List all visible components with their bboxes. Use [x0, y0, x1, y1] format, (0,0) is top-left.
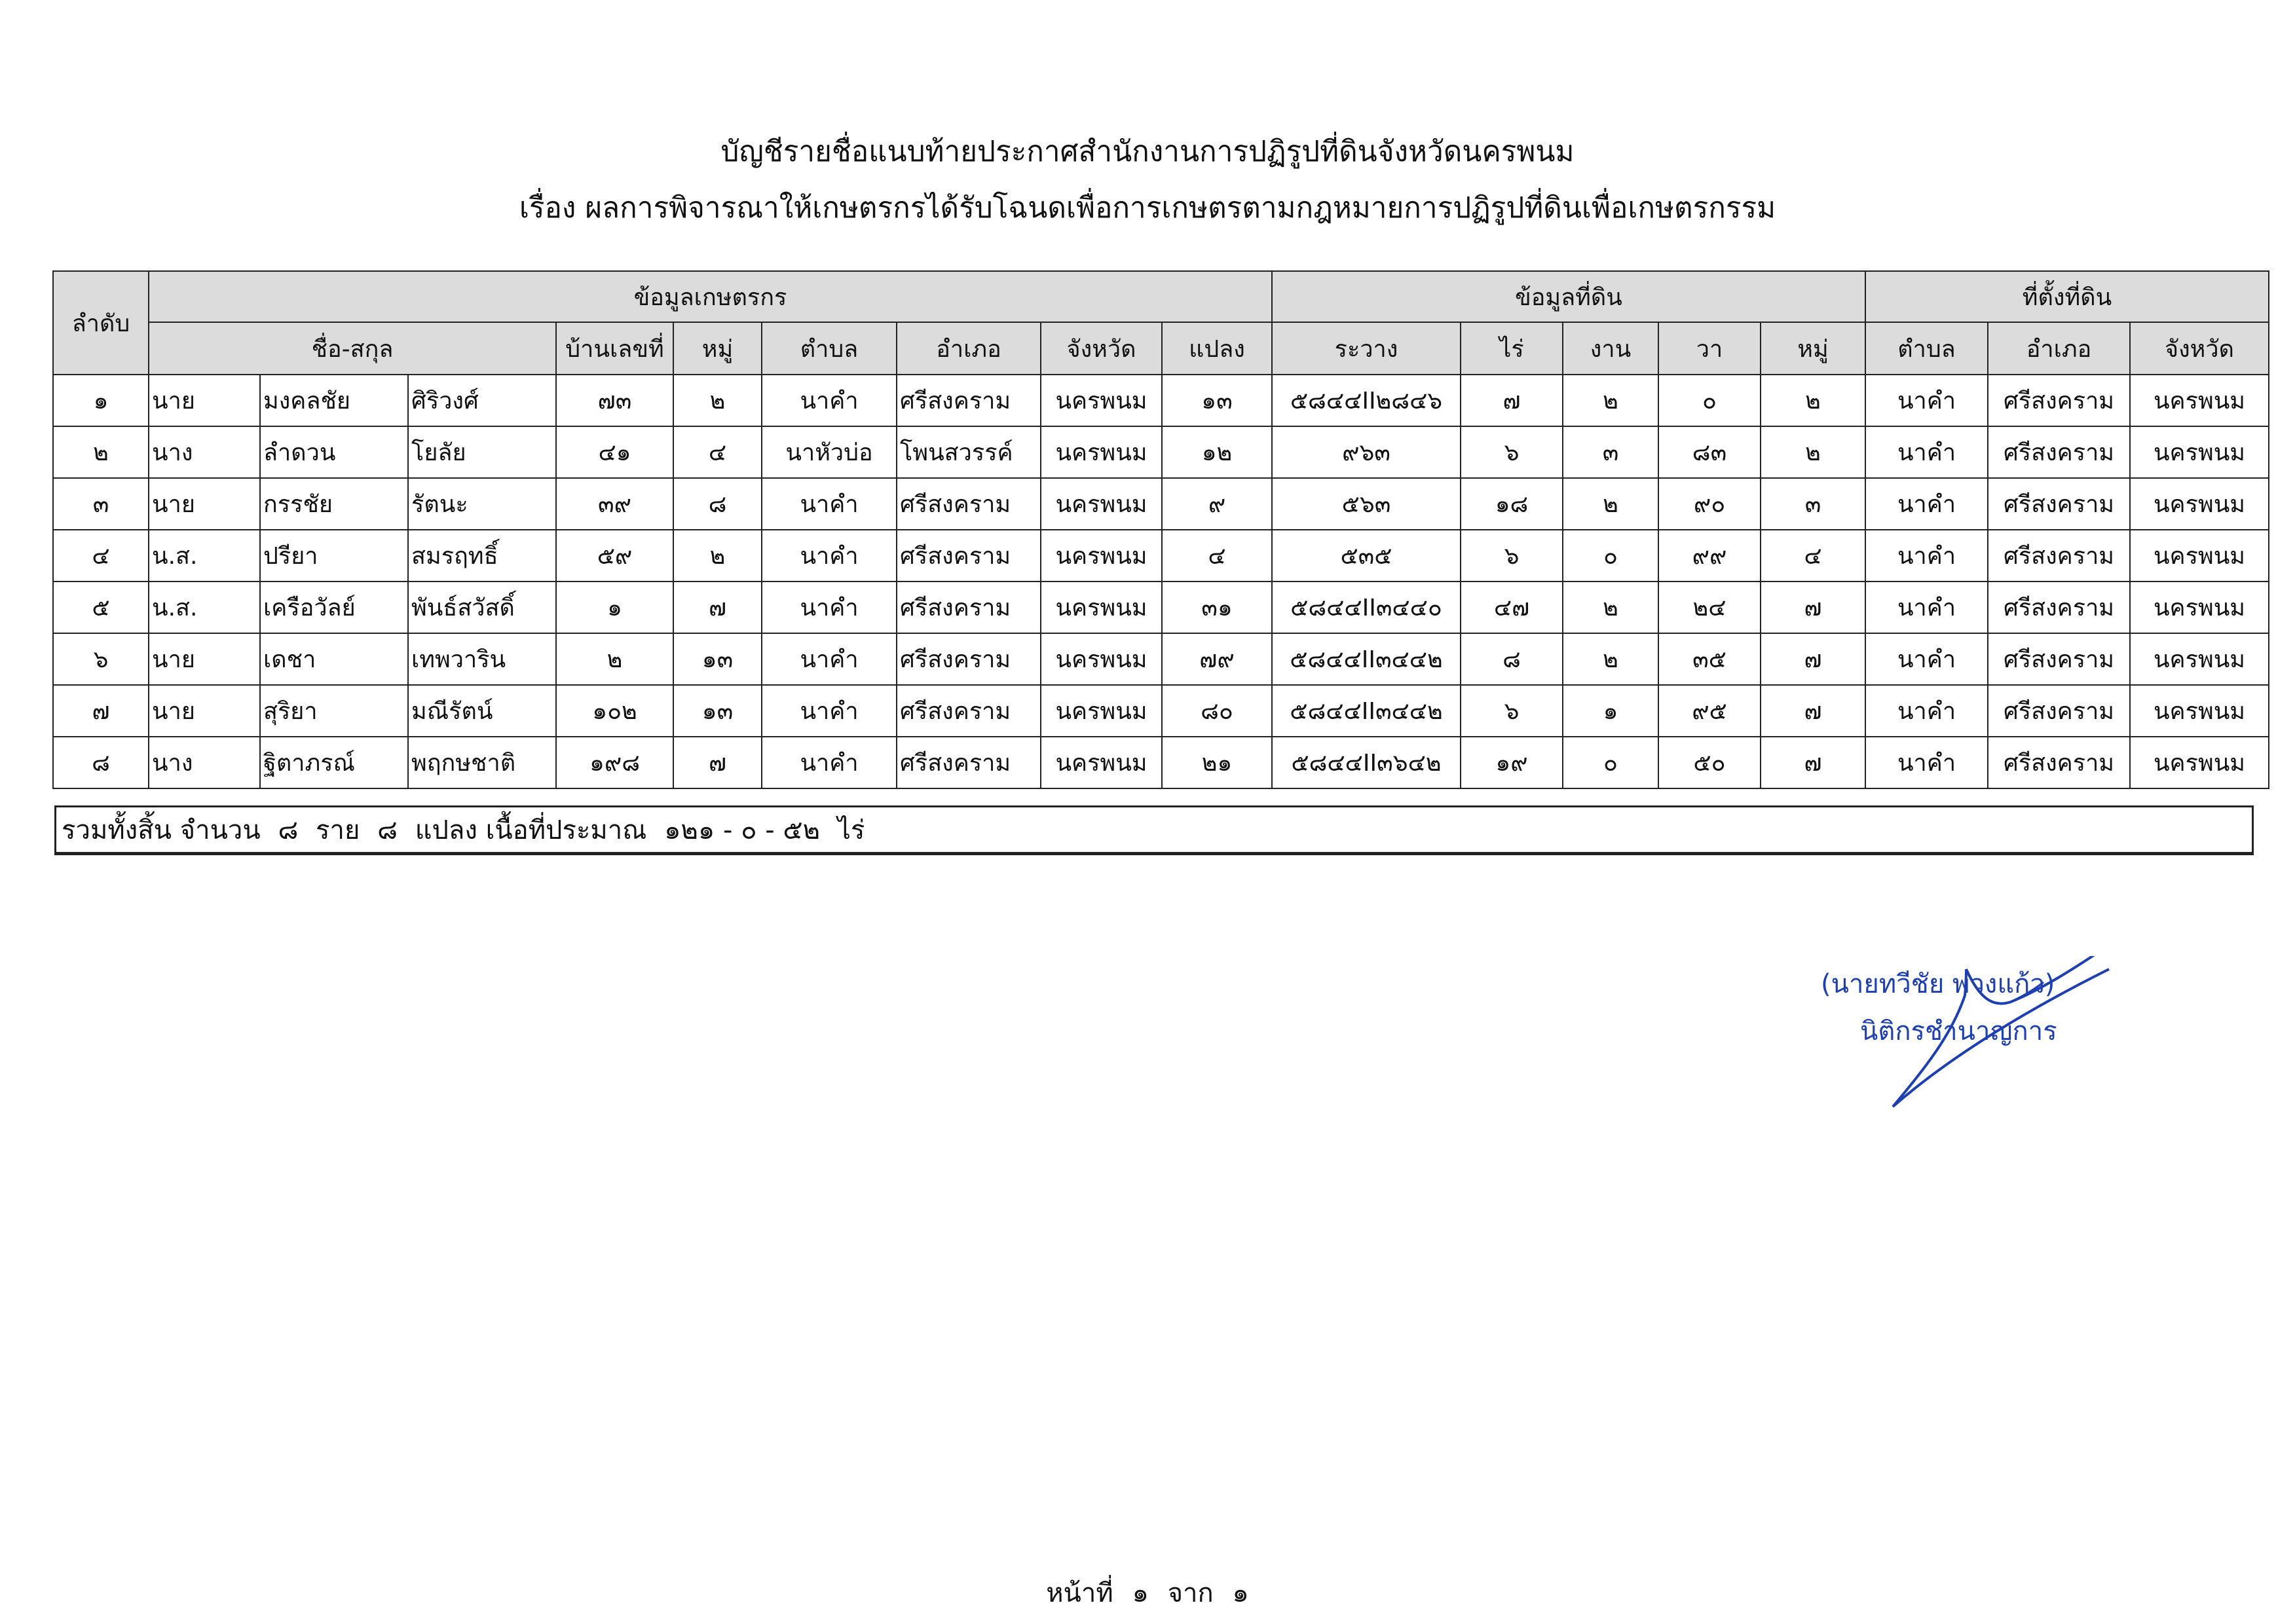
cell-first: มงคลชัย [260, 375, 408, 426]
cell-rai: ๗ [1461, 375, 1563, 426]
cell-amphoe: ศรีสงคราม [897, 581, 1041, 633]
cell-loc-tambon: นาคำ [1865, 737, 1988, 788]
cell-wa: ๙๕ [1658, 685, 1761, 737]
cell-plot: ๘๐ [1162, 685, 1272, 737]
cell-last: รัตนะ [408, 478, 556, 530]
cell-loc-tambon: นาคำ [1865, 530, 1988, 581]
table-row [53, 530, 2269, 581]
header-wa: วา [1658, 322, 1761, 375]
cell-prefix: นาง [149, 737, 260, 788]
footer-page-total: ๑ [1232, 1578, 1249, 1608]
cell-loc-province: นครพนม [2130, 581, 2269, 633]
header-plot: แปลง [1162, 322, 1272, 375]
cell-amphoe: ศรีสงคราม [897, 685, 1041, 737]
cell-loc-moo: ๒ [1761, 375, 1865, 426]
cell-prefix: นาง [149, 426, 260, 478]
cell-tambon: นาคำ [762, 633, 897, 685]
cell-ngan: ๒ [1563, 478, 1658, 530]
cell-prefix: น.ส. [149, 581, 260, 633]
cell-loc-tambon: นาคำ [1865, 478, 1988, 530]
cell-loc-tambon: นาคำ [1865, 581, 1988, 633]
farmer-land-table [52, 270, 2269, 789]
cell-ngan: ๒ [1563, 581, 1658, 633]
cell-loc-province: นครพนม [2130, 633, 2269, 685]
table-body [53, 375, 2269, 788]
table-row [53, 685, 2269, 737]
cell-last: พฤกษชาติ [408, 737, 556, 788]
header-land-location: ที่ตั้งที่ดิน [1865, 271, 2269, 322]
cell-rai: ๑๘ [1461, 478, 1563, 530]
cell-house: ๔๑ [556, 426, 673, 478]
header-loc-amphoe: อำเภอ [1988, 322, 2130, 375]
cell-house: ๑ [556, 581, 673, 633]
cell-rai: ๘ [1461, 633, 1563, 685]
cell-province: นครพนม [1041, 478, 1162, 530]
cell-tambon: นาหัวบ่อ [762, 426, 897, 478]
cell-loc-amphoe: ศรีสงคราม [1988, 737, 2130, 788]
cell-last: เทพวาริน [408, 633, 556, 685]
cell-loc-province: นครพนม [2130, 685, 2269, 737]
cell-loc-moo: ๔ [1761, 530, 1865, 581]
header-loc-province: จังหวัด [2130, 322, 2269, 375]
summary-unit-area: ไร่ [837, 815, 865, 845]
cell-moo: ๗ [673, 581, 762, 633]
cell-house: ๑๐๒ [556, 685, 673, 737]
cell-loc-amphoe: ศรีสงคราม [1988, 426, 2130, 478]
cell-rawang: ๕๖๓ [1272, 478, 1461, 530]
cell-province: นครพนม [1041, 581, 1162, 633]
cell-amphoe: โพนสวรรค์ [897, 426, 1041, 478]
cell-tambon: นาคำ [762, 685, 897, 737]
cell-rawang: ๕๘๔๔II๓๔๔๐ [1272, 581, 1461, 633]
cell-ngan: ๐ [1563, 530, 1658, 581]
header-moo: หมู่ [673, 322, 762, 375]
cell-loc-amphoe: ศรีสงคราม [1988, 633, 2130, 685]
cell-ngan: ๒ [1563, 633, 1658, 685]
cell-plot: ๔ [1162, 530, 1272, 581]
cell-prefix: น.ส. [149, 530, 260, 581]
cell-moo: ๘ [673, 478, 762, 530]
cell-prefix: นาย [149, 375, 260, 426]
cell-prefix: นาย [149, 478, 260, 530]
header-name: ชื่อ-สกุล [149, 322, 556, 375]
cell-moo: ๔ [673, 426, 762, 478]
summary-area: ๑๒๑ - ๐ - ๕๒ [664, 815, 821, 845]
page-footer [0, 1572, 2295, 1614]
cell-plot: ๗๙ [1162, 633, 1272, 685]
cell-rawang: ๕๘๔๔II๒๘๔๖ [1272, 375, 1461, 426]
cell-first: ฐิตาภรณ์ [260, 737, 408, 788]
cell-wa: ๐ [1658, 375, 1761, 426]
cell-last: มณีรัตน์ [408, 685, 556, 737]
cell-plot: ๑๒ [1162, 426, 1272, 478]
cell-first: เดชา [260, 633, 408, 685]
cell-moo: ๑๓ [673, 685, 762, 737]
cell-tambon: นาคำ [762, 737, 897, 788]
cell-plot: ๓๑ [1162, 581, 1272, 633]
cell-province: นครพนม [1041, 737, 1162, 788]
cell-tambon: นาคำ [762, 530, 897, 581]
cell-loc-moo: ๗ [1761, 737, 1865, 788]
cell-wa: ๙๐ [1658, 478, 1761, 530]
header-province: จังหวัด [1041, 322, 1162, 375]
cell-province: นครพนม [1041, 685, 1162, 737]
cell-loc-amphoe: ศรีสงคราม [1988, 478, 2130, 530]
cell-moo: ๗ [673, 737, 762, 788]
cell-province: นครพนม [1041, 633, 1162, 685]
cell-loc-tambon: นาคำ [1865, 633, 1988, 685]
cell-house: ๕๙ [556, 530, 673, 581]
table-row [53, 737, 2269, 788]
signatory-name: (นายทวีชัย พวงแก้ว) [1821, 969, 2055, 999]
cell-loc-tambon: นาคำ [1865, 685, 1988, 737]
table-row [53, 478, 2269, 530]
cell-amphoe: ศรีสงคราม [897, 737, 1041, 788]
cell-loc-amphoe: ศรีสงคราม [1988, 530, 2130, 581]
document-title-line-1: บัญชีรายชื่อแนบท้ายประกาศสำนักงานการปฏิรูปที่ดินจังหวัดนครพนม [720, 135, 1575, 168]
cell-loc-amphoe: ศรีสงคราม [1988, 375, 2130, 426]
summary-label: รวมทั้งสิ้น จำนวน [62, 815, 261, 845]
cell-ngan: ๓ [1563, 426, 1658, 478]
summary-plots: ๘ [377, 815, 398, 845]
cell-province: นครพนม [1041, 426, 1162, 478]
cell-amphoe: ศรีสงคราม [897, 375, 1041, 426]
cell-moo: ๒ [673, 530, 762, 581]
cell-ngan: ๒ [1563, 375, 1658, 426]
cell-first: กรรชัย [260, 478, 408, 530]
cell-loc-moo: ๗ [1761, 633, 1865, 685]
table-row [53, 581, 2269, 633]
cell-wa: ๙๙ [1658, 530, 1761, 581]
cell-loc-tambon: นาคำ [1865, 426, 1988, 478]
header-tambon: ตำบล [762, 322, 897, 375]
cell-loc-tambon: นาคำ [1865, 375, 1988, 426]
cell-rai: ๖ [1461, 685, 1563, 737]
header-loc-tambon: ตำบล [1865, 322, 1988, 375]
cell-rawang: ๙๖๓ [1272, 426, 1461, 478]
header-rawang: ระวาง [1272, 322, 1461, 375]
cell-tambon: นาคำ [762, 375, 897, 426]
cell-first: เครือวัลย์ [260, 581, 408, 633]
header-house-no: บ้านเลขที่ [556, 322, 673, 375]
cell-no: ๔ [53, 530, 149, 581]
table-row [53, 375, 2269, 426]
cell-plot: ๒๑ [1162, 737, 1272, 788]
header-amphoe: อำเภอ [897, 322, 1041, 375]
cell-rawang: ๕๘๔๔II๓๔๔๒ [1272, 633, 1461, 685]
cell-last: สมรฤทธิ์ [408, 530, 556, 581]
cell-loc-province: นครพนม [2130, 426, 2269, 478]
cell-rai: ๖ [1461, 426, 1563, 478]
cell-amphoe: ศรีสงคราม [897, 633, 1041, 685]
cell-loc-moo: ๒ [1761, 426, 1865, 478]
cell-rai: ๔๗ [1461, 581, 1563, 633]
cell-moo: ๒ [673, 375, 762, 426]
cell-no: ๕ [53, 581, 149, 633]
cell-loc-moo: ๓ [1761, 478, 1865, 530]
cell-loc-moo: ๗ [1761, 685, 1865, 737]
cell-first: ปรียา [260, 530, 408, 581]
table-row [53, 633, 2269, 685]
cell-rai: ๑๙ [1461, 737, 1563, 788]
summary-total [54, 805, 2254, 855]
cell-last: ศิริวงศ์ [408, 375, 556, 426]
summary-unit-people: ราย [316, 815, 360, 845]
cell-province: นครพนม [1041, 375, 1162, 426]
cell-rai: ๖ [1461, 530, 1563, 581]
cell-amphoe: ศรีสงคราม [897, 478, 1041, 530]
cell-wa: ๘๓ [1658, 426, 1761, 478]
cell-plot: ๙ [1162, 478, 1272, 530]
cell-no: ๓ [53, 478, 149, 530]
header-land-info: ข้อมูลที่ดิน [1272, 271, 1865, 322]
cell-province: นครพนม [1041, 530, 1162, 581]
footer-of-label: จาก [1167, 1578, 1214, 1608]
cell-no: ๒ [53, 426, 149, 478]
summary-count: ๘ [278, 815, 299, 845]
cell-house: ๒ [556, 633, 673, 685]
cell-wa: ๕๐ [1658, 737, 1761, 788]
cell-loc-province: นครพนม [2130, 530, 2269, 581]
cell-no: ๑ [53, 375, 149, 426]
summary-unit-plots: แปลง เนื้อที่ประมาณ [415, 815, 647, 845]
cell-first: สุริยา [260, 685, 408, 737]
cell-ngan: ๐ [1563, 737, 1658, 788]
cell-ngan: ๑ [1563, 685, 1658, 737]
header-order: ลำดับ [53, 271, 149, 375]
cell-tambon: นาคำ [762, 478, 897, 530]
cell-rawang: ๕๘๔๔II๓๔๔๒ [1272, 685, 1461, 737]
cell-amphoe: ศรีสงคราม [897, 530, 1041, 581]
cell-house: ๗๓ [556, 375, 673, 426]
cell-loc-amphoe: ศรีสงคราม [1988, 685, 2130, 737]
cell-prefix: นาย [149, 633, 260, 685]
cell-wa: ๒๔ [1658, 581, 1761, 633]
cell-rawang: ๕๘๔๔II๓๖๔๒ [1272, 737, 1461, 788]
cell-loc-amphoe: ศรีสงคราม [1988, 581, 2130, 633]
footer-page-number: ๑ [1132, 1578, 1149, 1608]
cell-tambon: นาคำ [762, 581, 897, 633]
signatory-position: นิติกรชำนาญการ [1860, 1016, 2057, 1046]
footer-page-label: หน้าที่ [1046, 1578, 1113, 1608]
cell-loc-province: นครพนม [2130, 737, 2269, 788]
cell-house: ๑๙๘ [556, 737, 673, 788]
header-loc-moo: หมู่ [1761, 322, 1865, 375]
cell-moo: ๑๓ [673, 633, 762, 685]
cell-house: ๓๙ [556, 478, 673, 530]
table-row [53, 426, 2269, 478]
cell-loc-province: นครพนม [2130, 375, 2269, 426]
cell-no: ๘ [53, 737, 149, 788]
document-title-line-2: เรื่อง ผลการพิจารณาให้เกษตรกรได้รับโฉนดเพื่อการเกษตรตามกฎหมายการปฏิรูปที่ดินเพื่อเกษตรกรรม [519, 191, 1776, 225]
cell-prefix: นาย [149, 685, 260, 737]
cell-first: ลำดวน [260, 426, 408, 478]
cell-no: ๖ [53, 633, 149, 685]
cell-last: พันธ์สวัสดิ์ [408, 581, 556, 633]
header-ngan: งาน [1563, 322, 1658, 375]
cell-no: ๗ [53, 685, 149, 737]
cell-loc-moo: ๗ [1761, 581, 1865, 633]
cell-rawang: ๕๓๕ [1272, 530, 1461, 581]
header-rai: ไร่ [1461, 322, 1563, 375]
cell-wa: ๓๕ [1658, 633, 1761, 685]
cell-last: โยลัย [408, 426, 556, 478]
cell-plot: ๑๓ [1162, 375, 1272, 426]
header-farmer-info: ข้อมูลเกษตรกร [149, 271, 1272, 322]
cell-loc-province: นครพนม [2130, 478, 2269, 530]
